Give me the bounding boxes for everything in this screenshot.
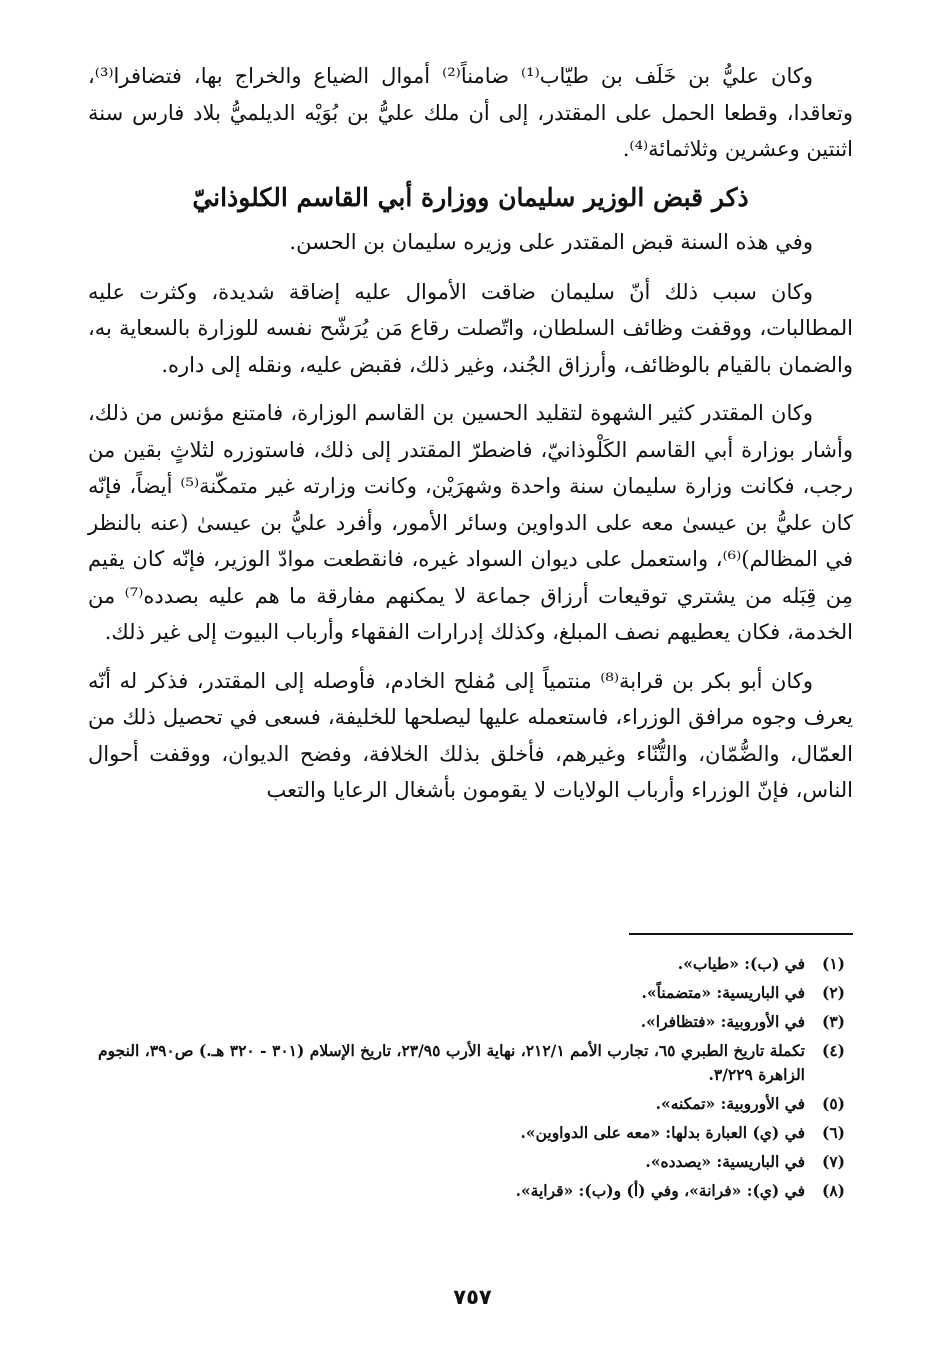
footnote-number: (٥) xyxy=(821,1094,845,1113)
footnote-item xyxy=(98,952,845,976)
footnote-item xyxy=(98,1039,845,1087)
footnote-item xyxy=(98,1010,845,1034)
footnote-number: (١) xyxy=(821,954,845,973)
section-intro: وفي هذه السنة قبض المقتدر على وزيره سليمان بن الحسن. xyxy=(289,229,813,254)
footnote-text: تكملة تاريخ الطبري ٦٥، تجارب الأمم ٢١٢/١، نهاية الأرب ٢٣/٩٥، تاريخ الإسلام (٣٠١ - ٣٢٠ هـ.) ص٣٩٠، النجوم الزاهرة ٣/٢٢٩. xyxy=(98,1041,805,1084)
footnote-text: في (ي): «فرانة»، وفي (أ) و(ب): «قراية». xyxy=(515,1181,805,1200)
body-paragraph-1: وكان سبب ذلك أنّ سليمان ضاقت الأموال عليه إضاقة شديدة، وكثرت عليه المطالبات، ووقفت وظائف السلطان، واتّصلت رقاع مَن يُرَشّح نفسه للوزارة بالسعاية به، والضمان بالقيام بالوظائف، وأرزاق الجُند، وغير ذلك، فقبض عليه، ونقله إلى داره. xyxy=(88,279,853,377)
footnote-number: (٧) xyxy=(821,1152,845,1171)
footnote-number: (٤) xyxy=(821,1041,845,1060)
footnote-divider xyxy=(629,933,853,935)
body-paragraph-2: وكان المقتدر كثير الشهوة لتقليد الحسين بن القاسم الوزارة، فامتنع مؤنس من ذلك، وأشار بوزارة أبي القاسم الكَلْوذانيّ، فاضطرّ المقتدر إلى ذلك، فاستوزره لثلاثٍ بقين من رجب، فكانت وزارة سليمان سنة واحدة وشهرَيْن، وكانت وزارته غير متمكّنة⁽⁵⁾ أيضاً، فإنّه كان عليُّ بن عيسىٰ معه على الدواوين وسائر الأمور، وأفرد عليُّ بن عيسىٰ (عنه بالنظر في المظالم)⁽⁶⁾، واستعمل على ديوان السواد غيره، فانقطعت موادّ الوزير، فإنّه كان يقيم مِن قِبَله من يشتري توقيعات أرزاق جماعة لا يمكنهم مفارقة ما هم عليه بصدده⁽⁷⁾ من الخدمة، فكان يعطيهم نصف المبلغ، وكذلك إدرارات الفقهاء وأرباب البيوت إلى غير ذلك. xyxy=(88,401,853,644)
body-paragraph-3: وكان أبو بكر بن قرابة⁽⁸⁾ منتمياً إلى مُفلح الخادم، فأوصله إلى المقتدر، فذكر له أنّه يعرف وجوه مرافق الوزراء، فاستعمله عليها ليصلحها للخليفة، فسعى في تحصيل ذلك من العمّال، والضُّمّان، والتُّنّاء وغيرهم، فأخلق بذلك الخلافة، وفضح الديوان، ووقفت أحوال الناس، فإنّ الوزراء وأرباب الولايات لا يقومون بأشغال الرعايا والتعب xyxy=(88,668,853,802)
footnote-item xyxy=(98,1179,845,1203)
footnote-item xyxy=(98,981,845,1005)
section-heading: ذكر قبض الوزير سليمان ووزارة أبي القاسم الكلوذانيّ xyxy=(192,182,749,212)
footnote-item xyxy=(98,1092,845,1116)
footnote-number: (٦) xyxy=(821,1123,845,1142)
footnote-number: (٨) xyxy=(821,1181,845,1200)
footnote-text: في الأوروبية: «تمكنه». xyxy=(655,1094,805,1113)
footnote-number: (٢) xyxy=(821,983,845,1002)
page-body xyxy=(88,58,853,821)
footnote-text: في الباريسية: «يصدده». xyxy=(645,1152,805,1171)
footnote-number: (٣) xyxy=(821,1012,845,1031)
page-number: ٧٥٧ xyxy=(453,1285,492,1309)
footnotes-list xyxy=(98,952,845,1208)
footnote-item xyxy=(98,1150,845,1174)
footnote-text: في (ب): «طياب». xyxy=(677,954,805,973)
footnote-text: في الأوروبية: «فتظافرا». xyxy=(640,1012,805,1031)
footnote-text: في الباريسية: «متضمناً». xyxy=(641,983,805,1002)
footnote-text: في (ي) العبارة بدلها: «معه على الدواوين». xyxy=(520,1123,805,1142)
opening-paragraph: وكان عليُّ بن خَلَف بن طيّاب⁽¹⁾ ضامناً⁽²⁾ أموال الضياع والخراج بها، فتضافرا⁽³⁾، وتعاقدا، وقطعا الحمل على المقتدر، إلى أن ملك عليُّ بن بُوَيْه الديلميُّ بلاد فارس سنة اثنتين وعشرين وثلاثمائة⁽⁴⁾. xyxy=(88,64,853,161)
footnote-item xyxy=(98,1121,845,1145)
